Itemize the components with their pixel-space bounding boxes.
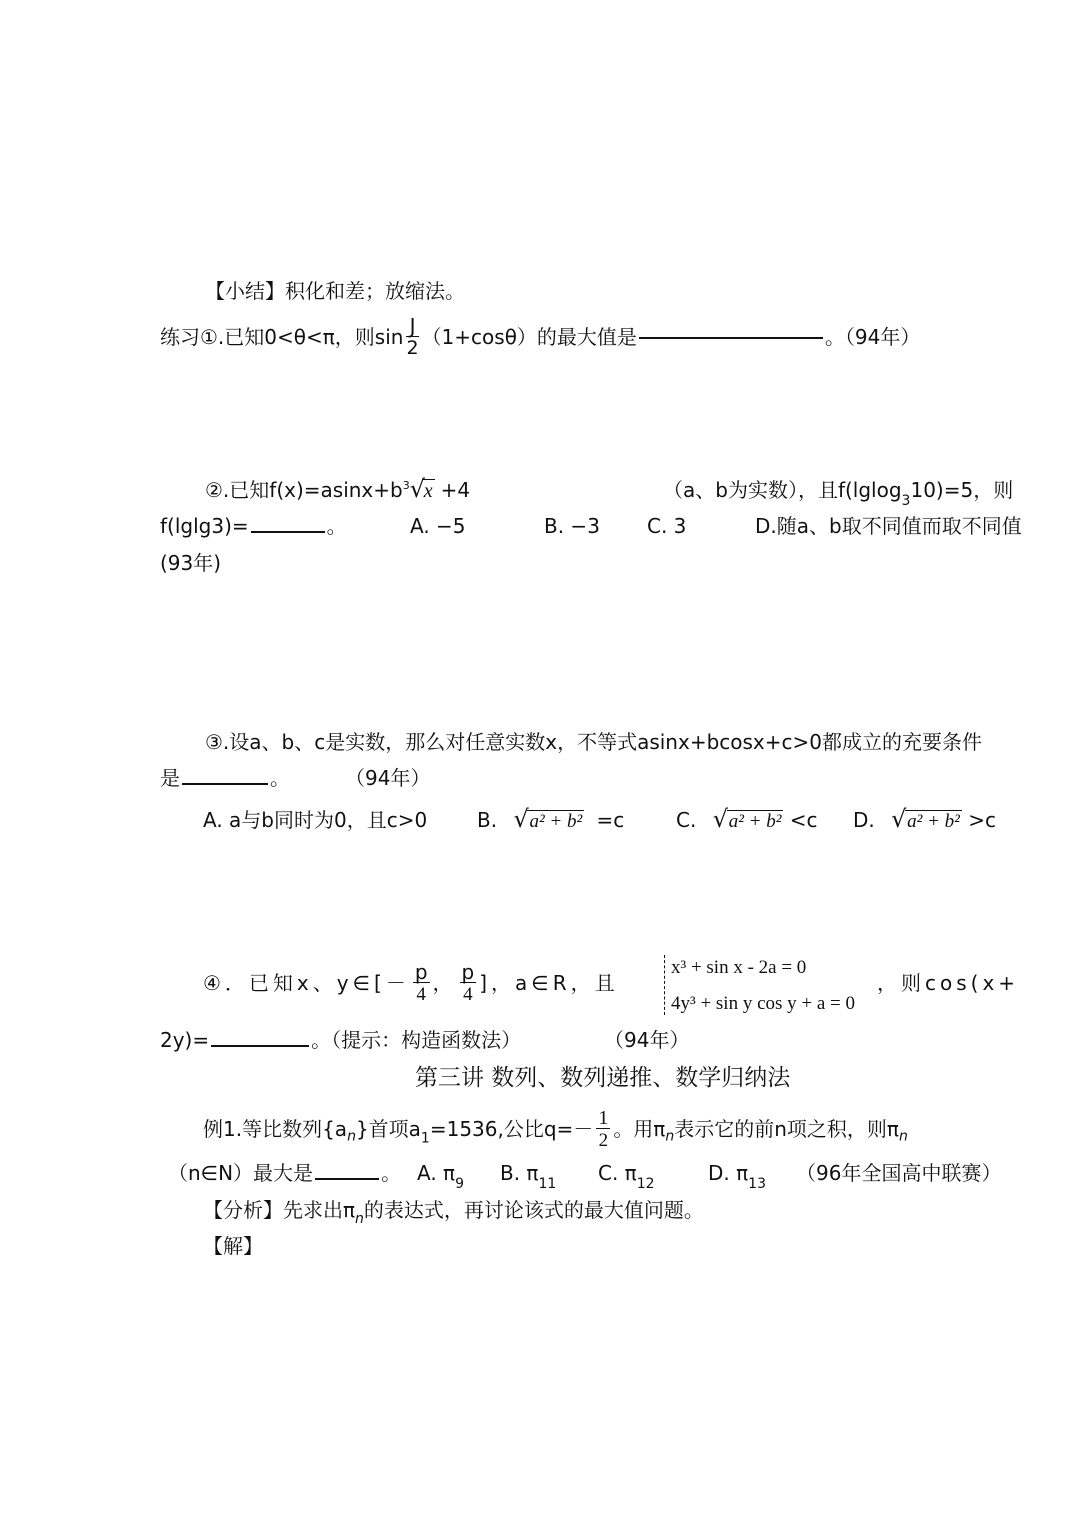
equation-1: x³ + sin x - 2a = 0 [671,957,807,978]
option-subscript: 11 [538,1176,557,1192]
log-base: 3 [901,493,911,509]
relation: <c [789,808,818,832]
exercise-4-tail: ，则cos(x+ [877,971,1020,995]
fraction-one-half [596,1108,610,1150]
option-c [598,1163,655,1191]
subscript-n: n [355,1211,364,1227]
denominator: 4 [463,984,473,1005]
numerator: p [414,960,428,984]
option-a [417,1163,464,1191]
radicand: a² + b² [907,811,960,832]
option-b [477,805,625,833]
subscript-1: 1 [420,1130,430,1147]
denominator: 2 [598,1130,609,1151]
option-a: A. −5 [410,514,466,538]
plus-four: +4 [440,478,471,502]
option-label: B. π [500,1161,539,1185]
example-1-text: 表示它的前n项之积，则π [674,1117,899,1141]
option-a: A. a与b同时为0，且c>0 [203,808,428,832]
system-brace [664,955,665,1015]
exercise-3-year: （94年） [345,766,431,790]
numerator: 1 [598,1107,609,1129]
condition-end: 10)=5，则 [910,478,1014,502]
example-1-text: }首项a [355,1117,421,1141]
exercise-2-condition [663,480,1013,508]
fraction-pi-4 [460,962,477,1004]
exercise-4-line-2 [160,1030,521,1050]
subscript-n: n [665,1128,675,1145]
comma: ， [432,971,457,995]
period: 。 [381,1161,402,1185]
example-1-question: （n∈N）最大是 [168,1161,314,1185]
answer-blank[interactable] [211,1044,309,1047]
exercise-4-mid: ]，a∈R，且 [479,971,619,995]
exercise-2-question: f(lglg3)= [160,514,249,538]
option-label: A. π [417,1161,456,1185]
analysis-line [203,1200,704,1226]
option-label: D. π [708,1161,749,1185]
answer-blank[interactable] [251,530,325,533]
root-index: 3 [402,479,410,492]
exercise-4-prefix: ④．已知x、y∈[－ [203,971,410,995]
exercise-2-line-1 [205,475,471,503]
numerator: p [461,960,475,984]
option-d [853,805,996,833]
lecture-title: 第三讲 数列、数列递推、数学归纳法 [415,1065,791,1091]
example-1-source: （96年全国高中联赛） [796,1161,1002,1185]
radical-icon: √ [712,805,728,833]
example-1-text: 。用π [613,1117,666,1141]
summary-label: 【小结】 [205,279,285,303]
fraction-pi-4 [413,962,430,1004]
exercise-4-line-1 [203,962,619,1004]
hint: 。（提示：构造函数法） [311,1028,522,1052]
radicand: x [423,480,433,502]
option-label: C. π [598,1161,637,1185]
answer-blank[interactable] [639,336,823,339]
radical-icon: √ [891,805,907,833]
radical-icon: √ [513,805,529,833]
exercise-3-line-1: ③.设a、b、c是实数，那么对任意实数x，不等式asinx+bcosx+c>0都成立的充要条件 [205,730,982,754]
numerator: J [406,316,418,337]
denominator: 2 [406,337,419,359]
option-c [676,805,818,833]
option-label: D. [853,808,875,832]
option-d [708,1163,766,1191]
radical-icon: √ [409,475,426,503]
option-label: C. [676,808,697,832]
answer-blank[interactable] [315,1177,379,1180]
example-1-line-2 [168,1163,401,1183]
exercise-2-prefix: ②.已知f(x)=asinx+b [205,478,403,502]
summary-text: 积化和差；放缩法。 [285,279,465,303]
subscript-n: n [898,1128,908,1145]
exercise-1-year: 。（94年） [824,325,921,349]
radicand: a² + b² [728,811,782,832]
analysis-label: 【分析】 [203,1198,283,1222]
option-b: B. −3 [544,514,600,538]
exercise-3-line-2 [160,768,290,788]
answer-blank[interactable] [182,782,268,785]
option-subscript: 9 [455,1176,465,1192]
is-text: 是 [160,766,180,790]
exercise-1-mid: （1+cosθ）的最大值是 [421,325,637,349]
option-d: D.随a、b取不同值而取不同值 [755,514,1022,538]
fraction [406,316,418,358]
option-subscript: 12 [636,1176,655,1192]
example-1-line-1 [203,1108,908,1150]
analysis-text: 先求出π [283,1198,356,1222]
analysis-text: 的表达式，再讨论该式的最大值问题。 [363,1198,704,1222]
sqrt-expression [513,805,584,833]
exercise-2-year: (93年) [160,551,222,575]
period: 。 [270,766,290,790]
radicand: a² + b² [529,811,583,832]
period: 。 [326,514,347,538]
denominator: 4 [416,984,426,1005]
exercise-1 [160,316,920,358]
subscript-n: n [347,1128,356,1145]
relation: >c [968,808,996,832]
option-subscript: 13 [748,1176,766,1192]
option-c: C. 3 [647,514,687,538]
exercise-4-year: （94年） [604,1028,690,1052]
cube-root [409,475,435,503]
equation-2: 4y³ + sin y cos y + a = 0 [671,993,856,1014]
example-1-prefix: 例1.等比数列{a [203,1117,348,1141]
exercise-2-line-2 [160,516,347,536]
sqrt-expression [712,805,784,833]
sqrt-expression [891,805,962,833]
condition-text: （a、b为实数），且f(lglog [663,478,902,502]
exercise-4-question: 2y)= [160,1028,210,1052]
solution-label: 【解】 [203,1234,263,1258]
option-label: B. [477,808,498,832]
exercise-1-prefix: 练习①.已知0<θ<π，则sin [160,325,404,349]
relation: =c [596,808,625,832]
option-b [500,1163,556,1191]
summary-line [205,281,465,301]
example-1-text: =1536,公比q=－ [429,1117,594,1141]
